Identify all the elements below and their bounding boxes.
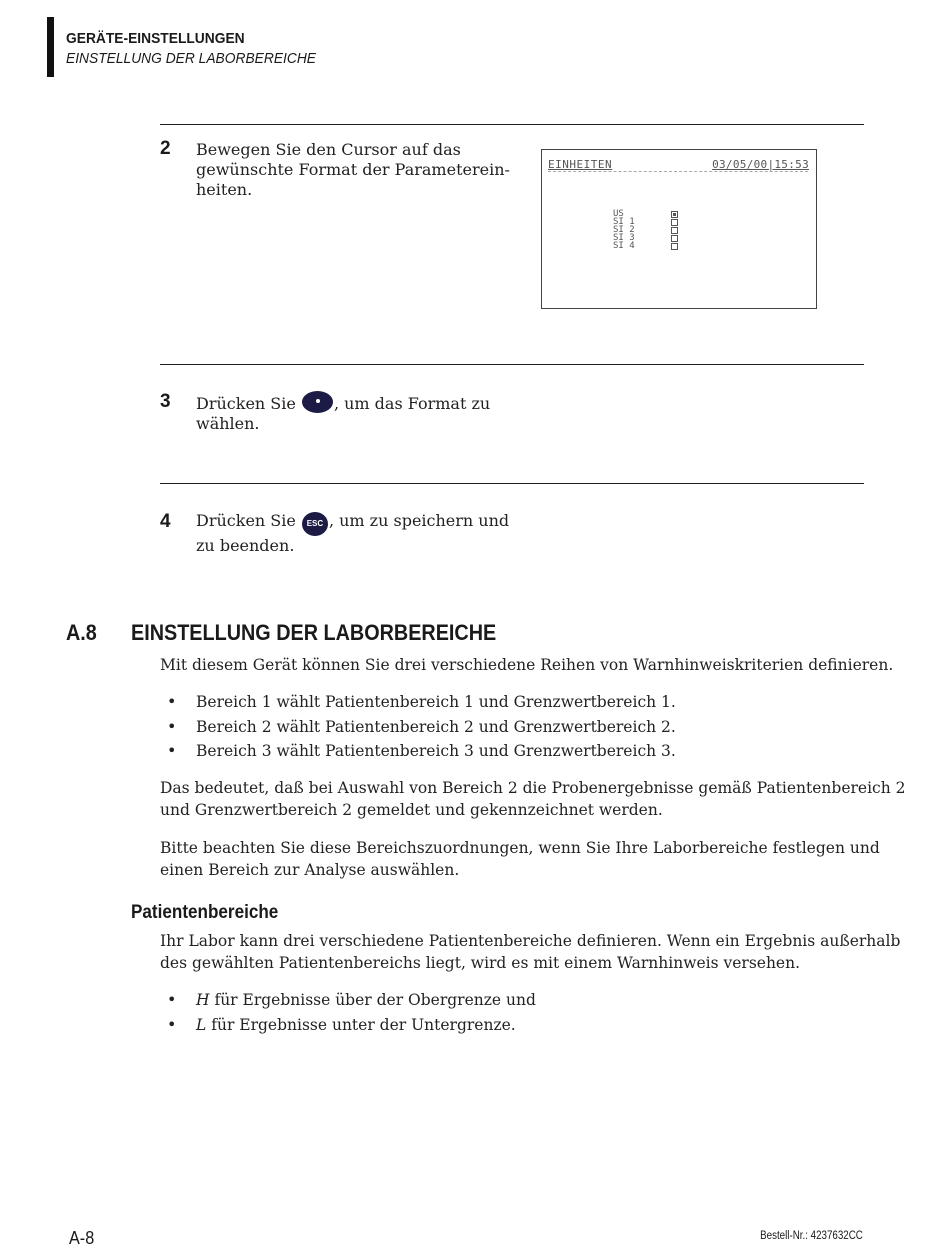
unit-option[interactable]: SI 3	[613, 234, 678, 242]
esc-key-icon: ESC	[302, 512, 328, 536]
range-list	[160, 690, 676, 764]
screen-datetime: 03/05/00|15:53	[712, 158, 809, 171]
step-number: 4	[160, 511, 171, 532]
screen-title: EINHEITEN	[548, 158, 613, 171]
step-text: Bewegen Sie den Cursor auf das gewünschte Format der Parameterein- heiten.	[196, 140, 510, 199]
section-number: A.8	[66, 620, 97, 645]
order-number: Bestell-Nr.: 4237632CC	[760, 1230, 863, 1242]
flag-list	[160, 988, 536, 1037]
unit-option[interactable]: SI 1	[613, 218, 678, 226]
list-item: • Bereich 1 wählt Patientenbereich 1 und Grenzwertbereich 1.	[160, 690, 676, 715]
unit-option[interactable]: US	[613, 210, 678, 218]
step-text: Drücken Sie , um das Format zu wählen.	[196, 391, 490, 434]
divider	[160, 364, 864, 365]
page-number: A-8	[69, 1228, 95, 1248]
unit-option[interactable]: SI 4	[613, 242, 678, 250]
list-item: • Bereich 3 wählt Patientenbereich 3 und Grenzwertbereich 3.	[160, 739, 676, 764]
list-item: • L für Ergebnisse unter der Untergrenze.	[160, 1013, 536, 1038]
checkbox-icon[interactable]	[671, 227, 678, 234]
device-screen	[541, 149, 817, 309]
checkbox-icon[interactable]	[671, 243, 678, 250]
list-item: • Bereich 2 wählt Patientenbereich 2 und Grenzwertbereich 2.	[160, 715, 676, 740]
step-number: 3	[160, 391, 171, 412]
unit-option[interactable]: SI 2	[613, 226, 678, 234]
list-item: • H für Ergebnisse über der Obergrenze und	[160, 988, 536, 1013]
select-key-icon	[302, 391, 333, 413]
step-number: 2	[160, 138, 171, 159]
checkbox-checked-icon[interactable]	[671, 211, 678, 218]
paragraph: Bitte beachten Sie diese Bereichszuordnungen, wenn Sie Ihre Laborbereiche festlegen und einen Bereich zur Analyse auswählen.	[160, 839, 880, 879]
section-heading: EINSTELLUNG DER LABORBEREICHE	[131, 620, 497, 645]
screen-underline	[548, 171, 808, 172]
divider	[160, 124, 864, 125]
checkbox-icon[interactable]	[671, 219, 678, 226]
paragraph: Das bedeutet, daß bei Auswahl von Bereich 2 die Probenergebnisse gemäß Patientenbereich 2 und Grenzwertbereich 2 gemeldet und gekennzeichnet werden.	[160, 779, 906, 819]
divider	[160, 483, 864, 484]
subsection-heading: Patientenbereiche	[131, 902, 279, 923]
paragraph: Ihr Labor kann drei verschiedene Patientenbereiche definieren. Wenn ein Ergebnis außerhalb des gewählten Patientenbereichs liegt, wird es mit einem Warnhinweis versehen.	[160, 932, 901, 972]
paragraph: Mit diesem Gerät können Sie drei verschiedene Reihen von Warnhinweiskriterien definieren.	[160, 656, 894, 674]
header-bar	[47, 17, 54, 77]
checkbox-icon[interactable]	[671, 235, 678, 242]
step-text: Drücken Sie ESC , um zu speichern und zu beenden.	[196, 511, 510, 555]
chapter-title: GERÄTE-EINSTELLUNGEN	[66, 30, 245, 47]
unit-options	[613, 210, 678, 250]
section-subtitle: EINSTELLUNG DER LABORBEREICHE	[66, 50, 317, 67]
